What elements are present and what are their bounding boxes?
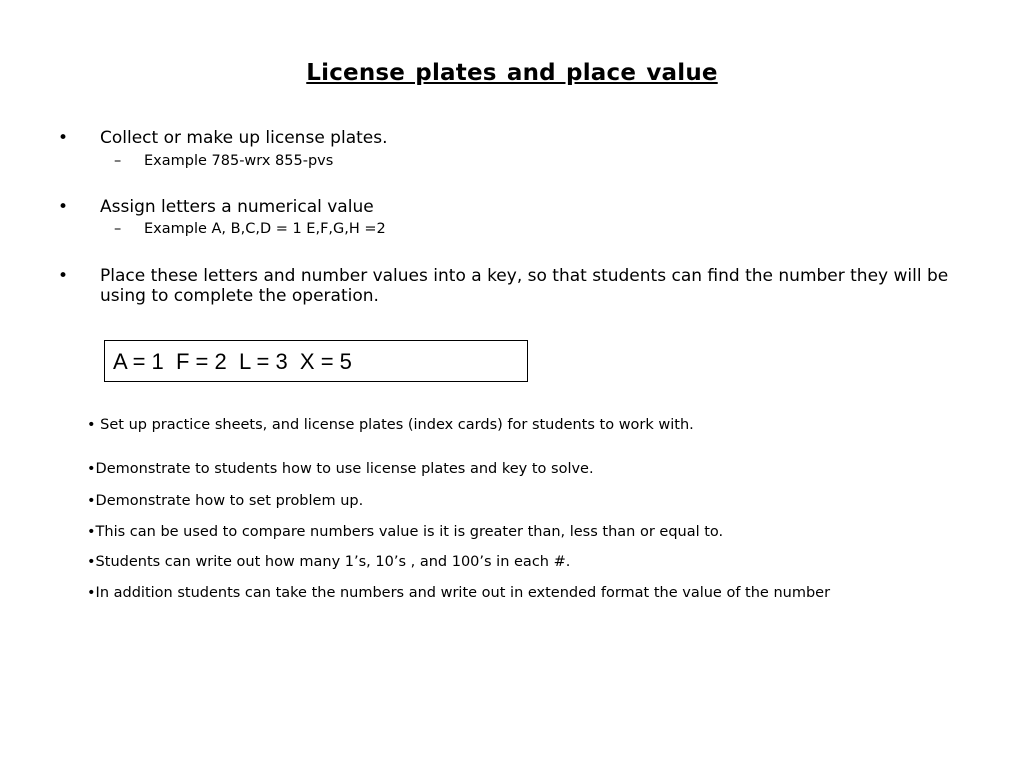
note-compare: •This can be used to compare numbers value is it is greater than, less than or equal to. [87,524,724,540]
sub-text: Example A, B,C,D = 1 E,F,G,H =2 [144,221,386,237]
note-demonstrate-solve: •Demonstrate to students how to use license plates and key to solve. [87,461,594,477]
sub-item-example-plates [114,152,333,170]
sub-dash: – [114,221,122,237]
sub-text: Example 785-wrx 855-pvs [144,153,334,169]
bullet-text: Assign letters a numerical value [100,197,374,217]
note-extended-format: •In addition students can take the numbers and write out in extended format the value of the number [87,585,831,601]
bullet-mark: • [58,197,69,217]
sub-item-example-values [114,220,386,238]
sub-dash: – [114,153,122,169]
bullet-mark: • [58,128,69,148]
bullet-text: Collect or make up license plates. [100,128,388,148]
note-place-values: •Students can write out how many 1’s, 10’s , and 100’s in each #. [87,554,571,570]
page-title: License plates and place value [306,60,718,86]
bullet-text: Place these letters and number values into a key, so that students can find the number they will be using to complete the operation. [100,266,949,306]
key-box: A = 1 F = 2 L = 3 X = 5 [104,340,528,382]
note-practice-sheets: • Set up practice sheets, and license plates (index cards) for students to work with. [87,417,694,433]
note-demonstrate-setup: •Demonstrate how to set problem up. [87,493,364,509]
bullet-mark: • [58,266,69,286]
